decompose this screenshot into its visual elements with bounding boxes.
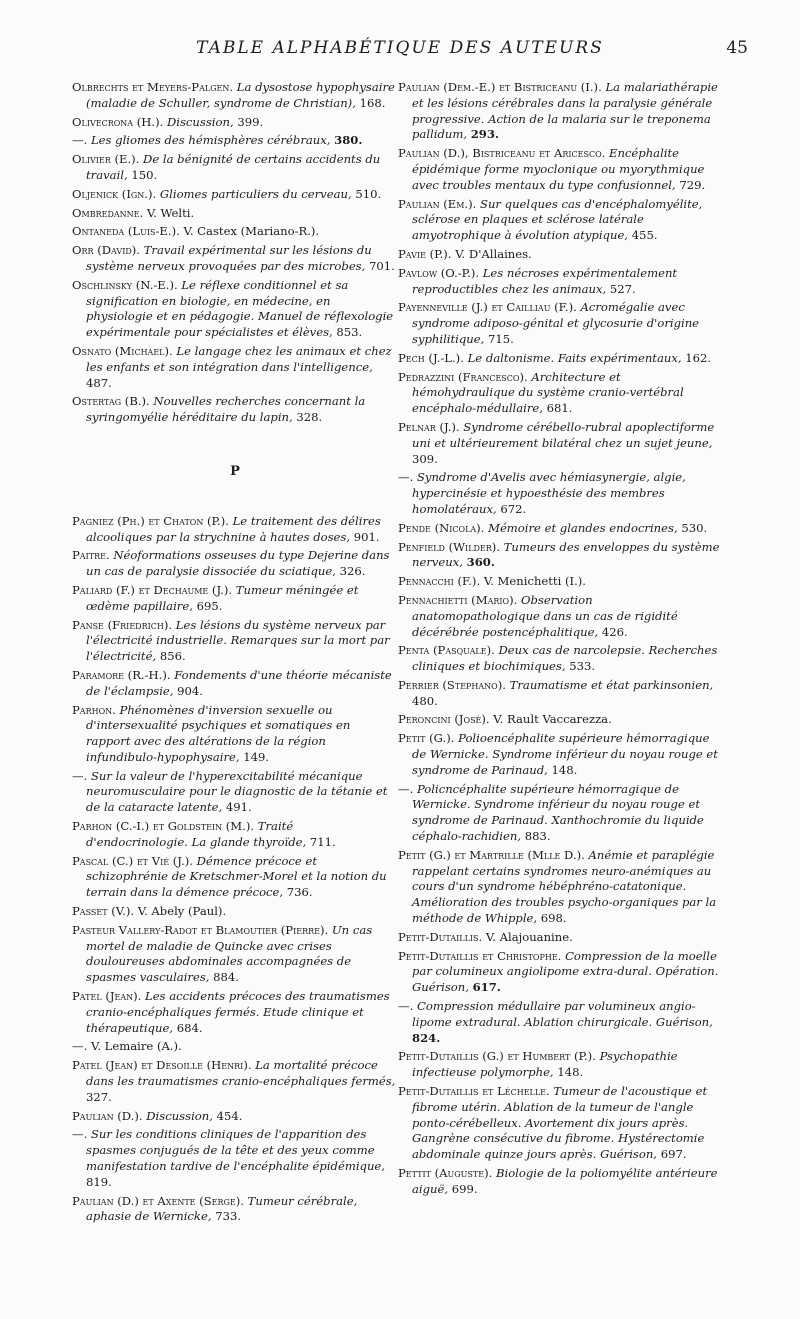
index-entry bbox=[398, 643, 724, 675]
author-name: Pettit (Auguste). bbox=[398, 1166, 493, 1180]
page-reference: 697. bbox=[660, 1147, 687, 1162]
author-name: Olivier (E.). bbox=[72, 152, 140, 167]
work-title: Deux cas de narcolepsie. Recherches cliniques et biochimiques, bbox=[412, 643, 718, 674]
index-entry bbox=[72, 394, 398, 426]
author-name: Paulian (Dem.-E.) et Bistriceanu (I.). bbox=[398, 80, 602, 94]
work-title: Psychopathie infectieuse polymorphe, bbox=[412, 1049, 678, 1080]
index-entry bbox=[398, 351, 724, 367]
index-entry bbox=[398, 731, 724, 778]
work-title: Le langage chez les animaux et chez les enfants et son intégration dans l'intelligence, bbox=[86, 343, 392, 374]
index-entry bbox=[398, 197, 724, 244]
author-name: Patel (Jean) et Desoille (Henri). bbox=[72, 1058, 252, 1073]
page-reference: 715. bbox=[488, 331, 514, 346]
index-entry bbox=[398, 949, 724, 996]
index-entry bbox=[398, 420, 724, 467]
index-entry bbox=[398, 266, 724, 298]
author-name: Passet (V.). bbox=[72, 904, 135, 919]
author-name: Pedrazzini (Francesco). bbox=[398, 369, 528, 384]
page-reference: 510. bbox=[355, 186, 382, 201]
entries-o bbox=[72, 80, 398, 426]
index-entry bbox=[72, 514, 398, 546]
page-reference: 162. bbox=[685, 350, 712, 365]
index-entry bbox=[72, 206, 398, 222]
author-name: Peroncini (José). bbox=[398, 712, 490, 727]
author-name: Parhon. bbox=[72, 702, 116, 717]
work-title: Démence précoce et schizophrénie de Kretschmer-Morel et la notion du terrain dans la démence précoce, bbox=[86, 853, 387, 900]
work-title: Le réflexe conditionnel et sa signification en biologie, en médecine, en physiologie et en pédagogie. Manuel de réflexologie expérimentale pour spécialistes et élèves, bbox=[86, 277, 394, 340]
page-reference: V. Alajouanine. bbox=[485, 929, 573, 944]
page-reference: 150. bbox=[131, 167, 158, 182]
author-name: Parhon (C.-I.) et Goldstein (M.). bbox=[72, 819, 255, 834]
author-name: Petit-Dutaillis et Christophe. bbox=[398, 948, 562, 963]
page-number: 45 bbox=[726, 38, 748, 58]
page-reference: V. D'Allaines. bbox=[455, 246, 532, 261]
page-reference: 856. bbox=[159, 649, 186, 664]
page-reference: 736. bbox=[286, 885, 313, 900]
author-name: Penfield (Wilder). bbox=[398, 539, 501, 554]
page-reference: 454. bbox=[216, 1108, 243, 1123]
author-name: Panse (Friedrich). bbox=[72, 617, 173, 632]
work-title: Polioencéphalite supérieure hémorragique de Wernicke. Syndrome inférieur du noyau rouge et syndrome de Parinaud, bbox=[412, 731, 718, 777]
index-entry bbox=[72, 769, 398, 816]
index-entry bbox=[72, 152, 398, 184]
index-entry bbox=[72, 989, 398, 1036]
author-name: Petit (G.) et Martrille (Mlle D.). bbox=[398, 847, 585, 862]
work-title: Sur les conditions cliniques de l'apparition des spasmes conjugués de la tête et des yeux comme manifestation tardive de l'encéphalite épidémique, bbox=[86, 1127, 385, 1174]
index-entry bbox=[72, 133, 398, 149]
page-reference: 309. bbox=[412, 451, 438, 466]
work-title: Le traitement des délires alcooliques par la strychnine à hautes doses, bbox=[86, 513, 381, 544]
work-title: Encéphalite épidémique forme myoclonique ou myorythmique avec troubles mentaux du type confusionnel, bbox=[412, 146, 705, 192]
author-name: Oljenick (Ign.). bbox=[72, 186, 157, 201]
page-reference-bold: 360. bbox=[466, 555, 495, 570]
index-entry bbox=[398, 678, 724, 710]
author-name: Paulian (D.), Bistriceanu et Aricesco. bbox=[398, 146, 606, 161]
page-reference: V. Abely (Paul). bbox=[137, 904, 227, 919]
page-reference: 148. bbox=[551, 762, 578, 777]
page-reference-bold: 617. bbox=[472, 980, 501, 995]
page-reference: 149. bbox=[243, 749, 270, 764]
work-title: Compression médullaire par volumineux angio-lipome extradural. Ablation chirurgicale. Guérison, bbox=[412, 999, 713, 1029]
work-title: Tumeur cérébrale, aphasie de Wernicke, bbox=[86, 1193, 358, 1224]
page-reference: 399. bbox=[237, 114, 264, 129]
page-reference: V. Menichetti (I.). bbox=[483, 574, 586, 589]
right-column bbox=[398, 80, 724, 1201]
page-reference: 672. bbox=[500, 501, 527, 516]
author-name: Petit-Dutaillis. bbox=[398, 929, 483, 944]
page-reference: 701. bbox=[369, 258, 395, 273]
work-title: Fondements d'une théorie mécaniste de l'éclampsie, bbox=[86, 667, 392, 698]
author-name: Payenneville (J.) et Cailliau (F.). bbox=[398, 300, 577, 315]
index-entry bbox=[398, 300, 724, 347]
page-reference: 684. bbox=[176, 1020, 203, 1035]
work-title: Phénomènes d'inversion sexuelle ou d'intersexualité psychiques et somatiques en rapport avec des altérations de la région infundibulo-hypophysaire, bbox=[86, 702, 351, 764]
page-reference: 699. bbox=[451, 1181, 478, 1196]
index-entry bbox=[72, 115, 398, 131]
author-name: Petit-Dutaillis (G.) et Humbert (P.). bbox=[398, 1049, 596, 1064]
index-entry bbox=[398, 574, 724, 590]
index-entry bbox=[72, 703, 398, 766]
index-entry bbox=[398, 848, 724, 927]
work-title: De la bénignité de certains accidents du travail, bbox=[86, 152, 381, 182]
author-name: Pende (Nicola). bbox=[398, 520, 485, 535]
author-name: Pavie (P.). bbox=[398, 246, 452, 261]
page-reference: V. Lemaire (A.). bbox=[90, 1039, 182, 1054]
work-title: Traité d'endocrinologie. La glande thyroïde, bbox=[86, 819, 307, 849]
work-title: Sur quelques cas d'encéphalomyélite, sclérose en plaques et sclérose latérale amyotrophique à évolution atypique, bbox=[412, 196, 703, 243]
running-title: TABLE ALPHABÉTIQUE DES AUTEURS bbox=[196, 38, 604, 58]
page-reference: 530. bbox=[681, 520, 708, 535]
index-entry bbox=[72, 1127, 398, 1190]
work-title: Nouvelles recherches concernant la syringomyélie héréditaire du lapin, bbox=[86, 394, 366, 425]
author-name: —. bbox=[398, 781, 414, 796]
index-entry bbox=[72, 854, 398, 901]
author-name: Oschlinsky (N.-E.). bbox=[72, 277, 178, 292]
index-entry bbox=[398, 930, 724, 946]
author-name: —. bbox=[72, 133, 88, 148]
index-entry bbox=[398, 593, 724, 640]
page-reference: 148. bbox=[557, 1065, 584, 1080]
work-title: Néoformations osseuses du type Dejerine dans un cas de paralysie dissociée du sciatique, bbox=[86, 548, 390, 579]
author-name: Olivecrona (H.). bbox=[72, 114, 164, 129]
index-entry bbox=[398, 521, 724, 537]
work-title: Les nécroses expérimentalement reproductibles chez les animaux, bbox=[412, 265, 678, 296]
page-reference: 491. bbox=[225, 800, 252, 815]
work-title: Mémoire et glandes endocrines, bbox=[488, 520, 678, 535]
author-name: Olbrechts et Meyers-Palgen. bbox=[72, 80, 234, 94]
page-reference: 487. bbox=[86, 375, 112, 390]
author-name: Pasteur Vallery-Radot et Blamoutier (Pierre). bbox=[72, 922, 329, 937]
author-name: Paulian (D.). bbox=[72, 1108, 143, 1123]
page-reference: 327. bbox=[86, 1089, 112, 1104]
index-entry bbox=[398, 1166, 724, 1198]
work-title: Le daltonisme. Faits expérimentaux, bbox=[467, 350, 682, 365]
author-name: —. bbox=[398, 470, 414, 485]
author-name: Pech (J.-L.). bbox=[398, 350, 464, 365]
index-entry bbox=[72, 819, 398, 851]
work-title: La mortalité précoce dans les traumatismes cranio-encéphaliques fermés, bbox=[86, 1058, 396, 1089]
work-title: La dysostose hypophysaire (maladie de Schuller, syndrome de Christian), bbox=[86, 80, 395, 110]
page-reference-bold: 824. bbox=[412, 1030, 441, 1045]
author-name: Paulian (Em.). bbox=[398, 196, 477, 211]
index-entry bbox=[398, 540, 724, 572]
index-entry bbox=[72, 224, 398, 240]
author-name: —. bbox=[72, 1039, 88, 1054]
index-entry bbox=[72, 904, 398, 920]
index-entry bbox=[398, 1049, 724, 1081]
work-title: Compression de la moelle par columineux angiolipome extra-dural. Opération. Guérison, bbox=[412, 948, 719, 995]
page-reference: V. Castex (Mariano-R.). bbox=[183, 224, 320, 239]
work-title: Travail expérimental sur les lésions du système nerveux provoquées par des microbes, bbox=[86, 243, 372, 273]
index-entry bbox=[72, 1109, 398, 1125]
author-name: Paitre. bbox=[72, 548, 110, 563]
author-name: Perrier (Stephano). bbox=[398, 677, 506, 692]
index-entry bbox=[398, 370, 724, 417]
page-reference-bold: 380. bbox=[334, 133, 363, 148]
index-entry bbox=[72, 668, 398, 700]
left-column bbox=[72, 80, 398, 1228]
index-entry bbox=[72, 1058, 398, 1105]
author-name: Pennacchi (F.). bbox=[398, 574, 481, 589]
page-reference: 426. bbox=[601, 624, 628, 639]
author-name: Pelnar (J.). bbox=[398, 419, 460, 434]
index-entry bbox=[398, 1084, 724, 1163]
entries-p-continued bbox=[398, 80, 724, 1198]
work-title: Gliomes particuliers du cerveau, bbox=[159, 186, 352, 201]
work-title: Syndrome cérébello-rubral apoplectiforme uni et ultérieurement bilatéral chez un sujet jeune, bbox=[412, 419, 715, 450]
index-entry bbox=[72, 618, 398, 665]
page-reference: 533. bbox=[569, 659, 596, 674]
page-reference: 819. bbox=[86, 1174, 112, 1189]
author-name: —. bbox=[72, 1127, 88, 1142]
page-header bbox=[0, 38, 800, 62]
work-title: Les gliomes des hémisphères cérébraux, bbox=[90, 133, 331, 148]
author-name: Orr (David). bbox=[72, 243, 140, 258]
section-letter: P bbox=[230, 463, 240, 479]
work-title: Un cas mortel de maladie de Quincke avec crises douloureuses abdominales accompagnées de spasmes vasculaires, bbox=[86, 922, 373, 985]
work-title: Acromégalie avec syndrome adiposo-génital et glycosurie d'origine syphilitique, bbox=[412, 300, 700, 346]
index-entry bbox=[398, 712, 724, 728]
author-name: Ontaneda (Luis-E.). bbox=[72, 224, 180, 239]
index-entry bbox=[72, 548, 398, 580]
work-title: Syndrome d'Avelis avec hémiasynergie, algie, hypercinésie et hypoesthésie des membres homolatéraux, bbox=[412, 470, 686, 516]
page-reference: 527. bbox=[609, 281, 636, 296]
index-entry bbox=[398, 247, 724, 263]
work-title: Discussion, bbox=[146, 1108, 213, 1123]
author-name: Pagniez (Ph.) et Chaton (P.). bbox=[72, 513, 229, 528]
entries-p bbox=[72, 514, 398, 1225]
work-title: Tumeur méningée et œdème papillaire, bbox=[86, 582, 359, 613]
work-title: Tumeurs des enveloppes du système nerveux, bbox=[412, 539, 720, 570]
page-reference: 455. bbox=[631, 228, 658, 243]
page-reference: 698. bbox=[540, 911, 567, 926]
author-name: Paramore (R.-H.). bbox=[72, 667, 171, 682]
index-entry bbox=[398, 782, 724, 845]
author-name: Osnato (Michael). bbox=[72, 343, 173, 358]
work-title: Sur la valeur de l'hyperexcitabilité mécanique neuromusculaire pour le diagnostic de la tétanie et de la cataracte latente, bbox=[86, 768, 388, 815]
index-entry bbox=[398, 146, 724, 193]
page-reference: V. Rault Vaccarezza. bbox=[493, 712, 612, 727]
author-name: Ombredanne. bbox=[72, 205, 144, 220]
author-name: Patel (Jean). bbox=[72, 989, 142, 1004]
author-name: Paulian (D.) et Axente (Serge). bbox=[72, 1193, 244, 1208]
page-reference: 681. bbox=[546, 401, 573, 416]
work-title: La malariathérapie et les lésions cérébrales dans la paralysie générale progressive. Action de la malaria sur le treponema pallidum, bbox=[412, 80, 718, 142]
index-entry bbox=[72, 1194, 398, 1226]
author-name: Paliard (F.) et Dechaume (J.). bbox=[72, 582, 233, 597]
page-reference: 883. bbox=[524, 829, 551, 844]
page-reference: 884. bbox=[213, 970, 239, 985]
author-name: —. bbox=[72, 768, 88, 783]
index-entry bbox=[72, 923, 398, 986]
index-entry bbox=[72, 278, 398, 341]
page-reference-bold: 293. bbox=[470, 127, 499, 142]
author-name: Petit (G.). bbox=[398, 731, 455, 746]
page-reference: 904. bbox=[177, 683, 203, 698]
index-entry bbox=[72, 243, 398, 275]
page-reference: 168. bbox=[359, 95, 386, 110]
index-entry bbox=[398, 80, 724, 143]
work-title: Architecture et hémohydraulique du système cranio-vertébral encéphalo-médullaire, bbox=[412, 369, 684, 416]
index-entry bbox=[72, 1039, 398, 1055]
index-entry bbox=[72, 344, 398, 391]
page-reference: V. Welti. bbox=[146, 205, 195, 220]
index-entry bbox=[72, 80, 398, 112]
author-name: Pennachietti (Mario). bbox=[398, 592, 518, 607]
index-entry bbox=[72, 583, 398, 615]
page-reference: 480. bbox=[412, 693, 438, 708]
page-reference: 853. bbox=[336, 325, 363, 340]
author-name: Petit-Dutaillis et Léchelle. bbox=[398, 1084, 550, 1099]
work-title: Les lésions du système nerveux par l'électricité industrielle. Remarques sur la mort par l'électricité, bbox=[86, 617, 390, 664]
page-reference: 901. bbox=[353, 529, 380, 544]
page-reference: 326. bbox=[339, 564, 366, 579]
page-reference: 733. bbox=[215, 1209, 242, 1224]
work-title: Policncéphalite supérieure hémorragique de Wernicke. Syndrome inférieur du noyau rouge et syndrome de Parinaud. Xanthochromie du liquide céphalo-rachidien, bbox=[412, 781, 704, 844]
author-name: Pascal (C.) et Vié (J.). bbox=[72, 853, 193, 868]
author-name: —. bbox=[398, 999, 414, 1014]
author-name: Ostertag (B.). bbox=[72, 394, 150, 409]
work-title: Tumeur de l'acoustique et fibrome utérin. Ablation de la tumeur de l'angle ponto-cérébelleux. Avortement dix jours après. Gangrène consécutive du fibrome. Hystérectomie abdominale quinze jours après. Guérison, bbox=[412, 1084, 708, 1162]
index-entry bbox=[72, 187, 398, 203]
work-title: Anémie et paraplégie rappelant certains syndromes neuro-anémiques au cours d'un syndrome hébéphréno-catatonique. Amélioration des troubles psycho-organiques par la méthode de Whipple, bbox=[412, 847, 717, 926]
page-reference: 729. bbox=[679, 177, 706, 192]
work-title: Discussion, bbox=[166, 114, 234, 129]
author-name: Pavlow (O.-P.). bbox=[398, 265, 480, 280]
work-title: Traumatisme et état parkinsonien, bbox=[509, 677, 714, 692]
index-entry bbox=[398, 999, 724, 1046]
author-name: Penta (Pasquale). bbox=[398, 643, 495, 658]
page-reference: 711. bbox=[309, 834, 336, 849]
work-title: Les accidents précoces des traumatismes cranio-encéphaliques fermés. Etude clinique et thérapeutique, bbox=[86, 989, 390, 1035]
work-title: Biologie de la poliomyélite antérieure aiguë, bbox=[412, 1166, 718, 1196]
page-reference: 695. bbox=[196, 598, 223, 613]
work-title: Observation anatomopathologique dans un cas de rigidité décérébrée postencéphalitique, bbox=[412, 592, 678, 639]
page-reference: 328. bbox=[296, 410, 323, 425]
index-entry bbox=[398, 470, 724, 517]
